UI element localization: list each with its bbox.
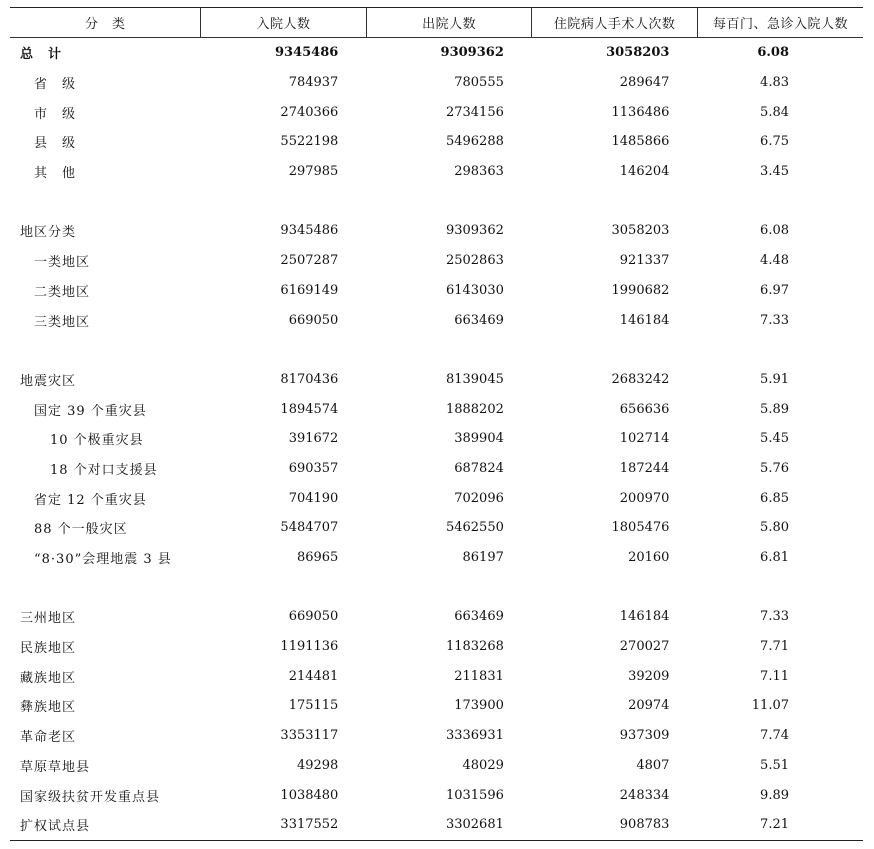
surgeries-cell: 146184 bbox=[619, 609, 670, 625]
table-body bbox=[10, 38, 863, 841]
table-row bbox=[10, 365, 863, 395]
surgeries-cell: 146204 bbox=[619, 164, 670, 180]
row-label: 省 级 bbox=[34, 77, 77, 93]
header-category: 分 类 bbox=[10, 8, 201, 38]
discharges-cell: 1031596 bbox=[445, 787, 504, 803]
admission-rate-cell: 6.97 bbox=[760, 282, 789, 298]
admission-rate-cell: 5.89 bbox=[760, 401, 789, 417]
row-label: 省定 12 个重灾县 bbox=[34, 492, 147, 508]
table-row bbox=[10, 602, 863, 632]
admissions-cell: 784937 bbox=[288, 75, 339, 91]
admission-rate-cell: 7.21 bbox=[697, 810, 863, 840]
admissions-cell: 175115 bbox=[288, 698, 339, 714]
row-label: 革命老区 bbox=[20, 730, 77, 746]
row-label: 国定 39 个重灾县 bbox=[34, 403, 147, 419]
row-label: 其 他 bbox=[34, 166, 77, 182]
discharges-cell: 780555 bbox=[454, 75, 504, 91]
row-label: 民族地区 bbox=[20, 641, 77, 657]
admissions-cell: 1894574 bbox=[280, 401, 339, 417]
table-row bbox=[10, 543, 863, 573]
discharges-cell: 9309362 bbox=[440, 45, 504, 61]
table-row bbox=[10, 691, 863, 721]
table-row bbox=[10, 810, 863, 840]
surgeries-cell: 3058203 bbox=[611, 223, 670, 239]
surgeries-cell: 4807 bbox=[636, 757, 670, 773]
admissions-cell: 49298 bbox=[296, 757, 339, 773]
admissions-cell: 86965 bbox=[296, 550, 339, 566]
row-label: 县 级 bbox=[34, 136, 77, 152]
admission-rate-cell: 5.91 bbox=[760, 371, 789, 387]
discharges-cell: 1183268 bbox=[445, 639, 504, 655]
admission-rate-cell: 6.81 bbox=[760, 550, 789, 566]
discharges-cell: 687824 bbox=[454, 460, 504, 476]
admission-rate-cell: 6.75 bbox=[760, 134, 789, 150]
surgeries-cell: 3058203 bbox=[606, 45, 670, 61]
surgeries-cell: 20974 bbox=[628, 698, 670, 714]
spacer-cell bbox=[10, 572, 863, 602]
table-row bbox=[10, 97, 863, 127]
admission-rate-cell: 5.80 bbox=[760, 520, 789, 536]
surgeries-cell: 102714 bbox=[619, 431, 670, 447]
table-row bbox=[10, 68, 863, 98]
table-row bbox=[10, 513, 863, 543]
discharges-cell: 702096 bbox=[454, 490, 504, 506]
surgeries-cell: 1485866 bbox=[611, 134, 670, 150]
discharges-cell: 6143030 bbox=[445, 282, 504, 298]
table-row bbox=[10, 632, 863, 662]
row-label: 88 个一般灾区 bbox=[34, 522, 128, 538]
table-row bbox=[10, 424, 863, 454]
admission-rate-cell: 5.76 bbox=[760, 460, 789, 476]
surgeries-cell: 908783 bbox=[532, 810, 698, 840]
spacer-row bbox=[10, 335, 863, 365]
discharges-cell: 298363 bbox=[454, 164, 504, 180]
spacer-cell bbox=[10, 335, 863, 365]
spacer-cell bbox=[10, 186, 863, 216]
header-surgeries: 住院病人手术人次数 bbox=[532, 8, 698, 38]
admission-rate-cell: 4.48 bbox=[760, 253, 789, 269]
table-row bbox=[10, 216, 863, 246]
header-admissions: 入院人数 bbox=[201, 8, 367, 38]
surgeries-cell: 146184 bbox=[619, 312, 670, 328]
table-row bbox=[10, 751, 863, 781]
row-label: 草原草地县 bbox=[20, 759, 91, 775]
surgeries-cell: 921337 bbox=[619, 253, 670, 269]
admission-rate-cell: 5.45 bbox=[760, 431, 789, 447]
row-label: “8·30”会理地震 3 县 bbox=[34, 552, 172, 568]
table-row bbox=[10, 780, 863, 810]
discharges-cell: 48029 bbox=[462, 757, 504, 773]
discharges-cell: 1888202 bbox=[445, 401, 504, 417]
row-label: 三州地区 bbox=[20, 611, 77, 627]
row-label: 10 个极重灾县 bbox=[50, 433, 144, 449]
admissions-cell: 9345486 bbox=[280, 223, 339, 239]
discharges-cell: 9309362 bbox=[445, 223, 504, 239]
admissions-cell: 1038480 bbox=[280, 787, 339, 803]
row-label: 地区分类 bbox=[20, 225, 77, 241]
admissions-cell: 214481 bbox=[288, 668, 339, 684]
admission-rate-cell: 7.33 bbox=[760, 609, 789, 625]
admissions-cell: 2507287 bbox=[280, 253, 339, 269]
header-admission-rate: 每百门、急诊入院人数 bbox=[697, 8, 863, 38]
admission-rate-cell: 6.85 bbox=[760, 490, 789, 506]
admission-rate-cell: 7.74 bbox=[760, 728, 789, 744]
table-row bbox=[10, 246, 863, 276]
admissions-cell: 6169149 bbox=[280, 282, 339, 298]
admission-rate-cell: 5.51 bbox=[760, 757, 789, 773]
table-row bbox=[10, 483, 863, 513]
table-row bbox=[10, 38, 863, 68]
table-row bbox=[10, 157, 863, 187]
admission-rate-cell: 6.08 bbox=[760, 223, 789, 239]
surgeries-cell: 1805476 bbox=[611, 520, 670, 536]
header-discharges: 出院人数 bbox=[366, 8, 532, 38]
admission-rate-cell: 5.84 bbox=[760, 104, 789, 120]
row-label: 市 级 bbox=[34, 106, 77, 122]
table-row bbox=[10, 454, 863, 484]
spacer-row bbox=[10, 186, 863, 216]
row-label: 地震灾区 bbox=[20, 373, 77, 389]
surgeries-cell: 248334 bbox=[619, 787, 670, 803]
surgeries-cell: 187244 bbox=[619, 460, 670, 476]
row-label: 国家级扶贫开发重点县 bbox=[20, 789, 161, 805]
statistics-table bbox=[10, 7, 863, 841]
discharges-cell: 5496288 bbox=[445, 134, 504, 150]
surgeries-cell: 270027 bbox=[619, 639, 670, 655]
admission-rate-cell: 6.08 bbox=[757, 45, 789, 61]
row-label: 彝族地区 bbox=[20, 700, 77, 716]
header-row bbox=[10, 8, 863, 38]
admissions-cell: 669050 bbox=[288, 312, 339, 328]
surgeries-cell: 1136486 bbox=[611, 104, 670, 120]
admissions-cell: 5522198 bbox=[280, 134, 339, 150]
admissions-cell: 9345486 bbox=[275, 45, 339, 61]
surgeries-cell: 39209 bbox=[628, 668, 670, 684]
discharges-cell: 3302681 bbox=[366, 810, 532, 840]
surgeries-cell: 20160 bbox=[628, 550, 670, 566]
admission-rate-cell: 9.89 bbox=[760, 787, 789, 803]
table-row bbox=[10, 661, 863, 691]
admissions-cell: 1191136 bbox=[280, 639, 339, 655]
surgeries-cell: 1990682 bbox=[611, 282, 670, 298]
row-label: 扩权试点县 bbox=[10, 810, 201, 840]
admission-rate-cell: 7.11 bbox=[760, 668, 789, 684]
discharges-cell: 2734156 bbox=[445, 104, 504, 120]
discharges-cell: 663469 bbox=[454, 312, 504, 328]
surgeries-cell: 937309 bbox=[619, 728, 670, 744]
discharges-cell: 173900 bbox=[454, 698, 504, 714]
admission-rate-cell: 7.71 bbox=[760, 639, 789, 655]
admissions-cell: 391672 bbox=[288, 431, 339, 447]
discharges-cell: 5462550 bbox=[445, 520, 504, 536]
admissions-cell: 669050 bbox=[288, 609, 339, 625]
table-header bbox=[10, 8, 863, 38]
admission-rate-cell: 3.45 bbox=[760, 164, 789, 180]
admissions-cell: 5484707 bbox=[280, 520, 339, 536]
admissions-cell: 297985 bbox=[288, 164, 339, 180]
admissions-cell: 2740366 bbox=[280, 104, 339, 120]
surgeries-cell: 289647 bbox=[619, 75, 670, 91]
row-label: 藏族地区 bbox=[20, 670, 77, 686]
admissions-cell: 3353117 bbox=[280, 728, 339, 744]
table-row bbox=[10, 394, 863, 424]
row-label: 18 个对口支援县 bbox=[50, 462, 158, 478]
spacer-row bbox=[10, 572, 863, 602]
discharges-cell: 211831 bbox=[454, 668, 504, 684]
discharges-cell: 86197 bbox=[462, 550, 504, 566]
admissions-cell: 690357 bbox=[288, 460, 339, 476]
table-row bbox=[10, 127, 863, 157]
admission-rate-cell: 4.83 bbox=[760, 75, 789, 91]
discharges-cell: 389904 bbox=[454, 431, 504, 447]
row-label: 三类地区 bbox=[34, 314, 91, 330]
admission-rate-cell: 7.33 bbox=[760, 312, 789, 328]
admissions-cell: 8170436 bbox=[280, 371, 339, 387]
surgeries-cell: 2683242 bbox=[611, 371, 670, 387]
surgeries-cell: 656636 bbox=[619, 401, 670, 417]
discharges-cell: 663469 bbox=[454, 609, 504, 625]
row-label: 二类地区 bbox=[34, 284, 91, 300]
admissions-cell: 704190 bbox=[288, 490, 339, 506]
table-row bbox=[10, 305, 863, 335]
admissions-cell: 3317552 bbox=[201, 810, 367, 840]
discharges-cell: 2502863 bbox=[445, 253, 504, 269]
discharges-cell: 8139045 bbox=[445, 371, 504, 387]
surgeries-cell: 200970 bbox=[619, 490, 670, 506]
discharges-cell: 3336931 bbox=[445, 728, 504, 744]
row-label: 总 计 bbox=[20, 47, 63, 63]
table-row bbox=[10, 276, 863, 306]
row-label: 一类地区 bbox=[34, 255, 91, 271]
table-row bbox=[10, 721, 863, 751]
admission-rate-cell: 11.07 bbox=[751, 698, 789, 714]
